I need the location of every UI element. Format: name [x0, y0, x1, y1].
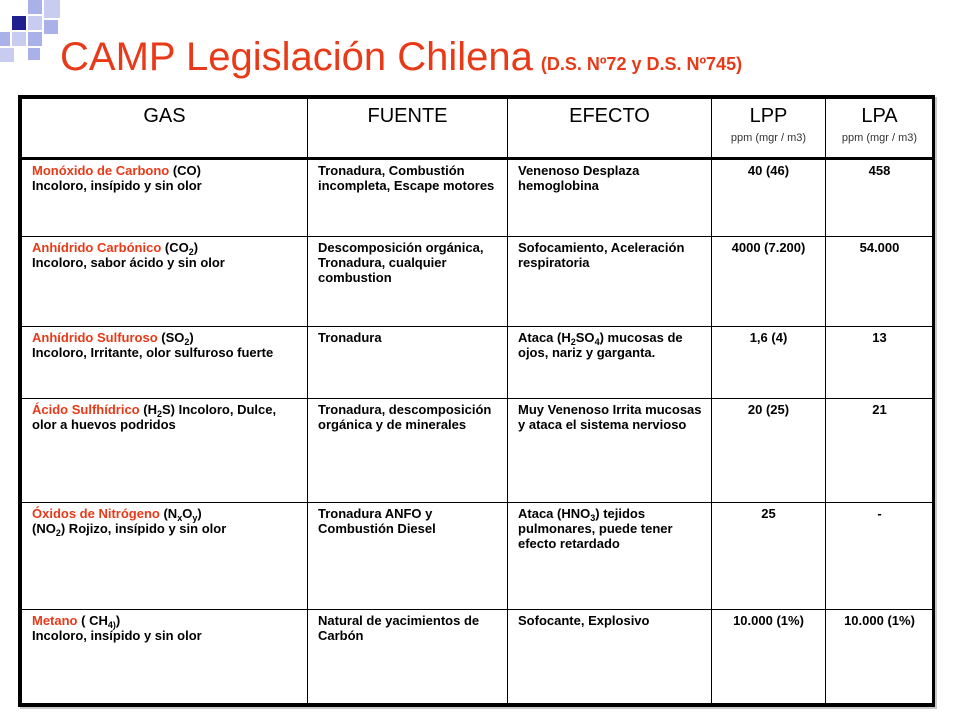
gas-formula-text: S) Incoloro, Dulce, olor a huevos podridos	[32, 402, 277, 433]
cell-lpa: 13	[826, 326, 934, 399]
deco-square-light	[28, 0, 42, 14]
efecto-text: Sofocamiento, Aceleración respiratoria	[518, 239, 685, 270]
gas-description	[32, 255, 299, 270]
efecto-text: ) tejidos pulmonares, puede tener efecto retardado	[518, 506, 673, 552]
cell-lpa: 458	[826, 159, 934, 237]
cell-fuente: Descomposición orgánica, Tronadura, cualquier combustion	[308, 236, 508, 326]
deco-square-light	[28, 48, 40, 60]
table-row	[22, 326, 934, 399]
cell-gas	[22, 326, 308, 399]
header-lpp-unit: ppm (mgr / m3)	[730, 132, 807, 144]
gas-formula-text: )	[115, 613, 121, 629]
header-efecto-label: EFECTO	[569, 105, 650, 127]
gas-desc-text: Incoloro, Irritante, olor sulfuroso fuerte	[32, 344, 274, 360]
gas-table-container	[18, 95, 935, 707]
header-fuente	[308, 99, 508, 159]
title-main: CAMP Legislación Chilena	[60, 35, 533, 79]
deco-square-light	[28, 32, 42, 46]
table-header-row	[22, 99, 934, 159]
cell-gas	[22, 236, 308, 326]
gas-formula-text: )	[197, 506, 202, 522]
gas-description	[32, 345, 299, 360]
efecto-text: SO	[575, 329, 595, 345]
cell-gas	[22, 159, 308, 237]
efecto-text: ) mucosas de ojos, nariz y garganta.	[518, 329, 683, 360]
cell-efecto	[508, 159, 712, 237]
cell-fuente: Tronadura, Combustión incompleta, Escape motores	[308, 159, 508, 237]
gas-name: Óxidos de Nitrógeno	[32, 506, 160, 522]
gas-formula-text: O	[182, 506, 193, 522]
header-gas	[22, 99, 308, 159]
gas-formula-text: (N	[163, 506, 178, 522]
cell-lpp: 20 (25)	[712, 399, 826, 503]
gas-formula-subscript: 4)	[107, 620, 116, 631]
header-efecto	[508, 99, 712, 159]
header-lpa-label: LPA	[861, 105, 898, 127]
cell-fuente: Tronadura	[308, 326, 508, 399]
gas-formula-subscript: x	[177, 513, 183, 524]
cell-efecto	[508, 399, 712, 503]
efecto-subscript: 2	[570, 336, 576, 347]
table-row	[22, 159, 934, 237]
efecto-text: Ataca (H	[518, 329, 571, 345]
gas-formula-text: )	[193, 239, 199, 255]
table-row	[22, 610, 934, 704]
gas-desc-subscript: 2	[55, 528, 61, 539]
cell-gas	[22, 610, 308, 704]
gas-description	[32, 178, 299, 193]
cell-fuente: Tronadura, descomposición orgánica y de minerales	[308, 399, 508, 503]
deco-square-light	[44, 0, 60, 18]
gas-formula-subscript: 2	[156, 409, 162, 420]
cell-lpa: 21	[826, 399, 934, 503]
deco-square-light	[28, 16, 42, 30]
efecto-text: Sofocante, Explosivo	[518, 613, 650, 629]
gas-name: Ácido Sulfhídrico	[32, 402, 140, 418]
gas-desc-text: Incoloro, insípido y sin olor	[32, 628, 202, 644]
header-gas-label: GAS	[143, 105, 186, 127]
cell-lpa: 10.000 (1%)	[826, 610, 934, 704]
gas-desc-text: Incoloro, insípido y sin olor	[32, 178, 202, 193]
table-row	[22, 503, 934, 610]
cell-gas	[22, 503, 308, 610]
header-fuente-label: FUENTE	[367, 105, 448, 127]
efecto-text: Ataca (HNO	[518, 506, 591, 522]
efecto-text: Muy Venenoso Irrita mucosas y ataca el sistema nervioso	[518, 402, 702, 433]
deco-square-light	[0, 32, 10, 46]
header-lpp	[712, 99, 826, 159]
cell-lpp: 1,6 (4)	[712, 326, 826, 399]
gas-formula-text: (CO)	[172, 163, 202, 178]
gas-table	[21, 98, 934, 704]
gas-formula-text: )	[189, 329, 194, 345]
deco-square-navy	[12, 16, 26, 30]
header-lpp-label: LPP	[749, 105, 788, 127]
cell-lpa: 54.000	[826, 236, 934, 326]
efecto-subscript: 3	[590, 513, 596, 524]
cell-lpp: 25	[712, 503, 826, 610]
cell-efecto	[508, 236, 712, 326]
deco-square-light	[0, 48, 14, 62]
title-subtitle: (D.S. Nº72 y D.S. Nº745)	[540, 54, 743, 74]
gas-formula-text: (SO	[161, 329, 185, 345]
gas-formula-text: (CO	[164, 239, 189, 255]
cell-efecto	[508, 610, 712, 704]
table-row	[22, 236, 934, 326]
gas-formula-text: (H	[143, 402, 157, 418]
page-title	[60, 34, 742, 87]
gas-description	[32, 521, 299, 539]
cell-efecto	[508, 503, 712, 610]
efecto-text: Venenoso Desplaza hemoglobina	[518, 163, 640, 193]
deco-square-light	[12, 32, 26, 46]
cell-lpp: 40 (46)	[712, 159, 826, 237]
cell-efecto	[508, 326, 712, 399]
gas-formula-subscript: 2	[188, 246, 194, 257]
gas-desc-text: ) Rojizo, insípido y sin olor	[60, 521, 227, 537]
gas-desc-text: Incoloro, sabor ácido y sin olor	[32, 254, 225, 270]
header-lpa	[826, 99, 934, 159]
cell-gas	[22, 399, 308, 503]
table-row	[22, 399, 934, 503]
gas-formula-text: ( CH	[81, 613, 108, 629]
cell-fuente: Natural de yacimientos de Carbón	[308, 610, 508, 704]
deco-square-light	[44, 20, 58, 34]
gas-name: Anhídrido Sulfuroso	[32, 329, 158, 345]
cell-lpp: 4000 (7.200)	[712, 236, 826, 326]
efecto-subscript: 4	[594, 336, 600, 347]
gas-formula-subscript: 2	[184, 336, 190, 347]
cell-fuente: Tronadura ANFO y Combustión Diesel	[308, 503, 508, 610]
gas-name: Monóxido de Carbono	[32, 163, 170, 178]
header-lpa-unit: ppm (mgr / m3)	[841, 132, 918, 144]
cell-lpp: 10.000 (1%)	[712, 610, 826, 704]
gas-name: Anhídrido Carbónico	[32, 239, 162, 255]
gas-description	[32, 628, 299, 643]
gas-formula-subscript: y	[192, 513, 198, 524]
cell-lpa: -	[826, 503, 934, 610]
gas-desc-text: (NO	[32, 521, 56, 537]
gas-name: Metano	[32, 613, 78, 629]
